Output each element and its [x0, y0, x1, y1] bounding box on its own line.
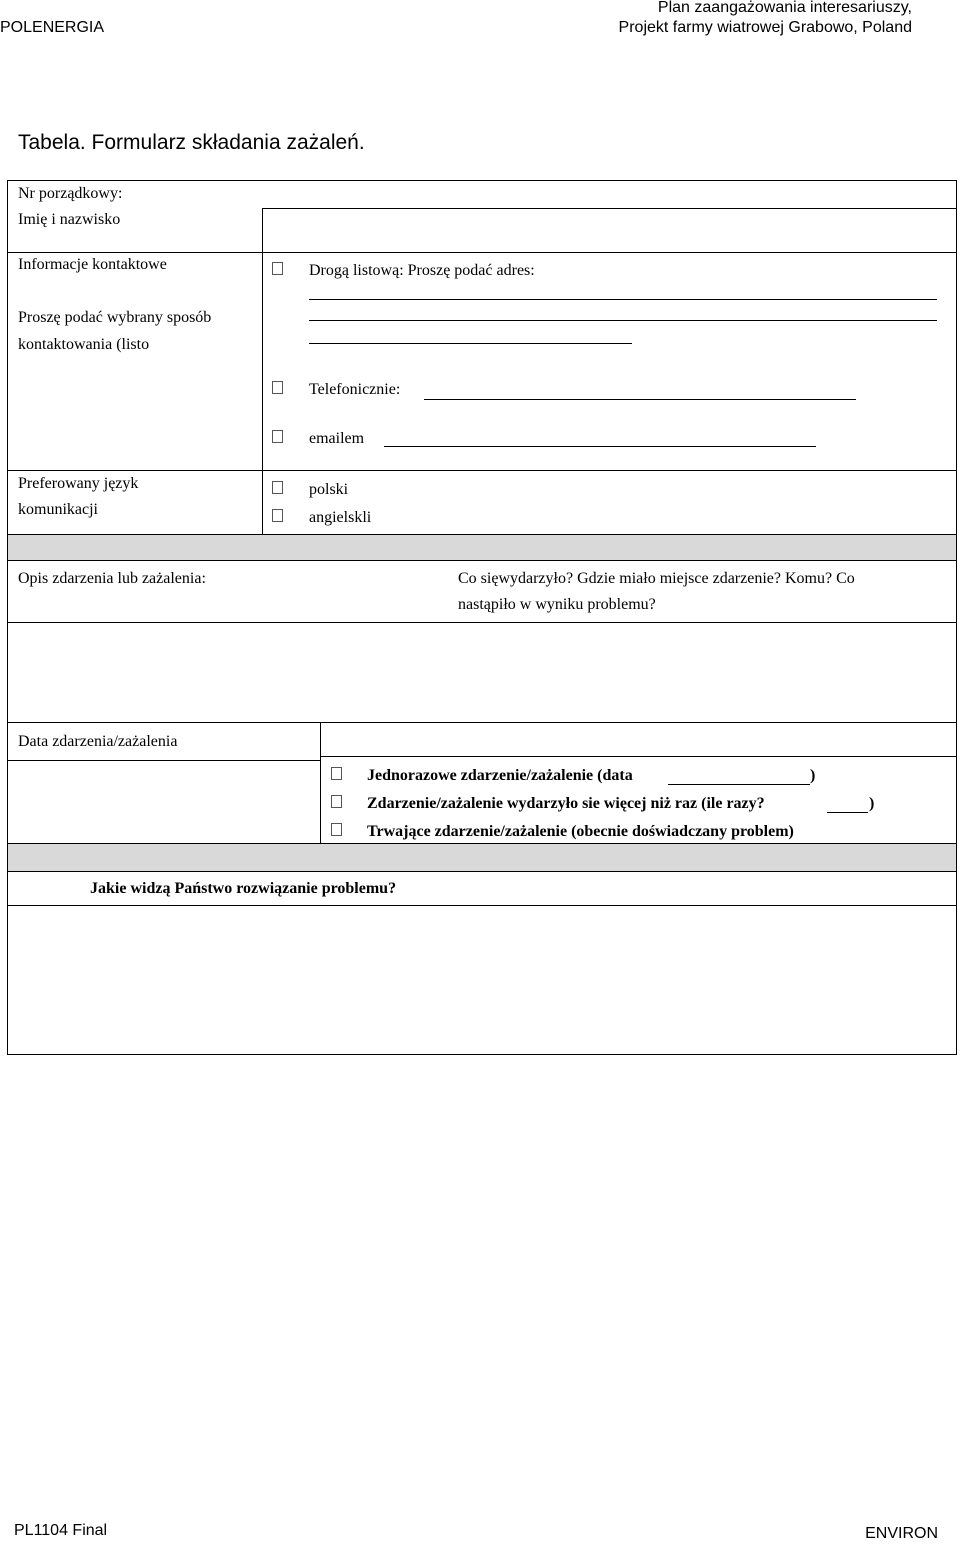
ongoing-label: Trwające zdarzenie/zażalenie (obecnie doświadczany problem) — [367, 823, 794, 840]
name-label: Imię i nazwisko — [18, 211, 121, 228]
address-line-1[interactable] — [309, 299, 937, 300]
english-option-label: angielskli — [309, 509, 372, 526]
contact-hint-line2: kontaktowania (listo — [18, 336, 150, 353]
description-hint-line1: Co sięwydarzyło? Gdzie miało miejsce zdarzenie? Komu? Co — [458, 570, 855, 587]
email-option-label: emailem — [309, 430, 365, 447]
english-checkbox[interactable] — [272, 509, 283, 522]
single-occurrence-close: ) — [810, 767, 816, 784]
multiple-occurrence-label: Zdarzenie/zażalenie wydarzyło sie więcej niż raz (ile razy? — [367, 795, 765, 812]
address-line-2[interactable] — [309, 320, 937, 321]
plan-title-line2: Projekt farmy wiatrowej Grabowo, Poland — [618, 19, 912, 36]
email-checkbox[interactable] — [272, 430, 283, 443]
multiple-occurrence-count-line[interactable] — [827, 812, 868, 813]
plan-title-line1: Plan zaangażowania interesariuszy, — [657, 0, 912, 16]
name-input[interactable] — [264, 210, 954, 250]
date-label: Data zdarzenia/zażalenia — [18, 733, 178, 750]
contact-hint-line1: Proszę podać wybrany sposób — [18, 309, 212, 326]
polish-option-label: polski — [309, 481, 349, 498]
single-occurrence-checkbox[interactable] — [331, 767, 342, 780]
document-id: PL1104 Final — [14, 1522, 108, 1539]
phone-option-label: Telefonicznie: — [309, 381, 401, 398]
date-input[interactable] — [9, 762, 318, 842]
phone-input-line[interactable] — [424, 399, 856, 400]
multiple-occurrence-close: ) — [869, 795, 875, 812]
single-occurrence-date-line[interactable] — [668, 784, 810, 785]
multiple-occurrence-checkbox[interactable] — [331, 795, 342, 808]
solution-label: Jakie widzą Państwo rozwiązanie problemu? — [90, 880, 397, 897]
footer-brand: ENVIRON — [865, 1525, 938, 1542]
postal-option-label: Drogą listową: Proszę podać adres: — [309, 262, 535, 279]
solution-input[interactable] — [9, 907, 954, 1052]
address-line-3[interactable] — [309, 343, 632, 344]
description-hint-line2: nastąpiło w wyniku problemu? — [458, 596, 656, 613]
phone-checkbox[interactable] — [272, 381, 283, 394]
language-label-line2: komunikacji — [18, 501, 98, 518]
nr-label: Nr porządkowy: — [18, 185, 123, 202]
company-name: POLENERGIA — [0, 19, 105, 36]
description-input[interactable] — [9, 624, 954, 720]
polish-checkbox[interactable] — [272, 481, 283, 494]
postal-checkbox[interactable] — [272, 262, 283, 275]
email-input-line[interactable] — [384, 446, 816, 447]
single-occurrence-label: Jednorazowe zdarzenie/zażalenie (data — [367, 767, 633, 784]
ongoing-checkbox[interactable] — [331, 823, 342, 836]
description-label: Opis zdarzenia lub zażalenia: — [18, 570, 206, 587]
language-label-line1: Preferowany język — [18, 475, 139, 492]
document-title: Tabela. Formularz składania zażaleń. — [18, 131, 365, 154]
contact-label: Informacje kontaktowe — [18, 256, 167, 273]
